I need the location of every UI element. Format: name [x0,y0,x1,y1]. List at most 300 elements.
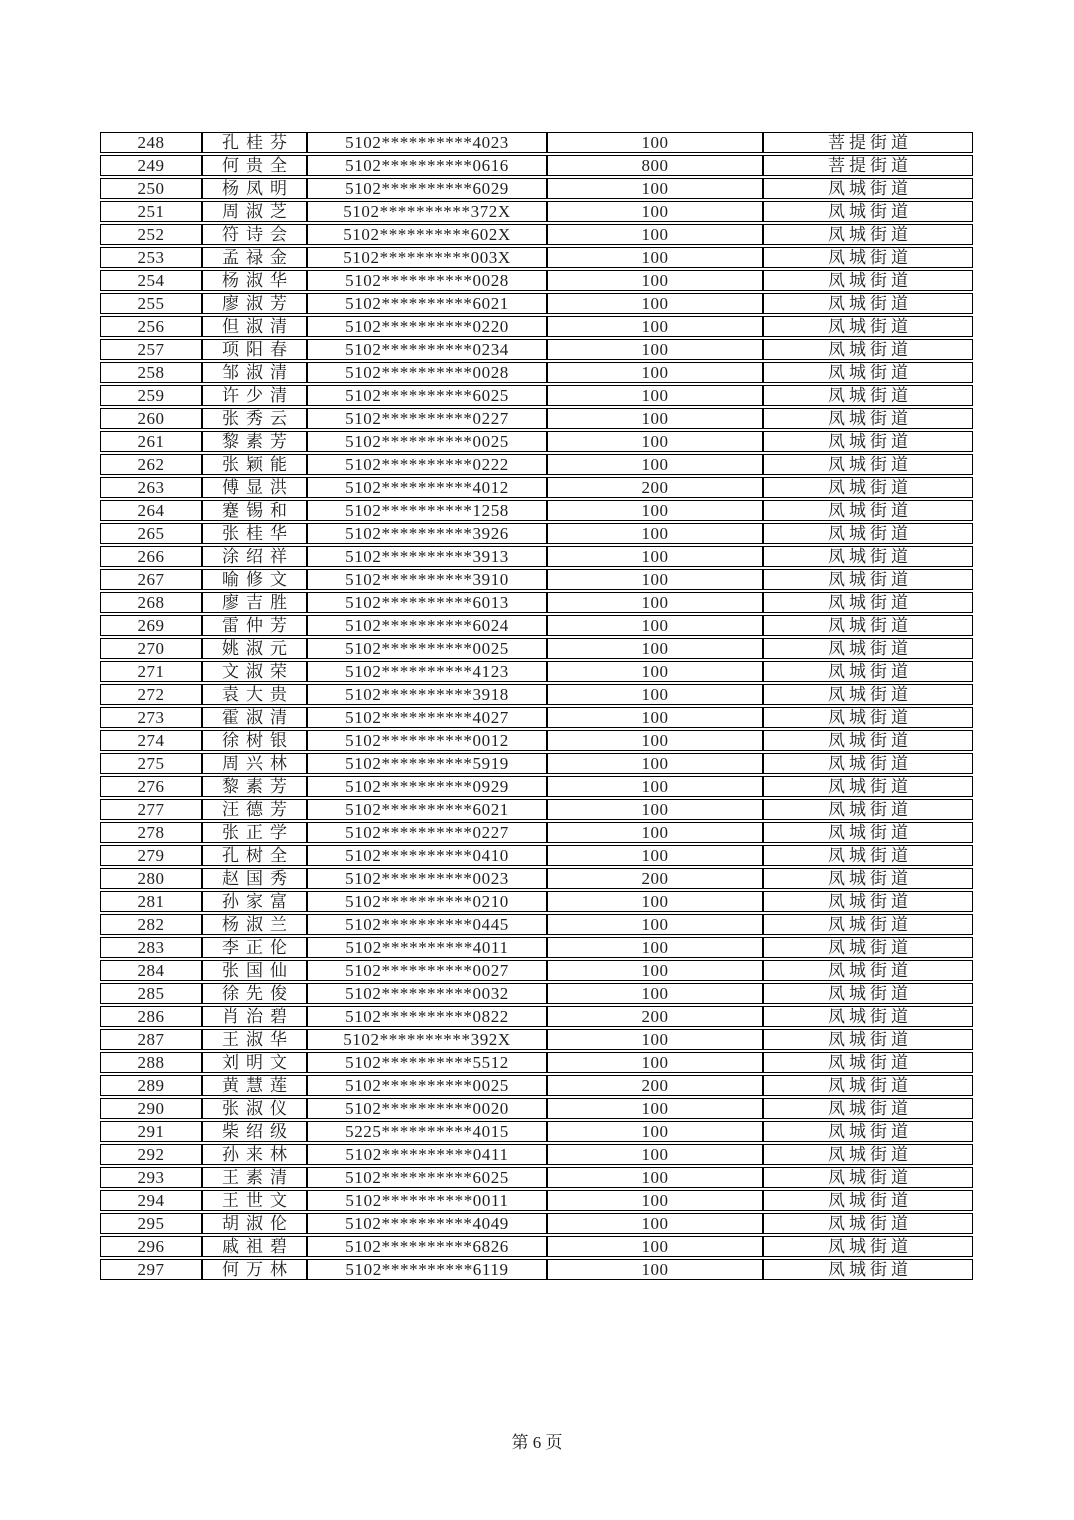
table-row [100,178,973,199]
cell-amount: 100 [547,201,763,222]
table-row [100,431,973,452]
cell-id-number: 5102**********0025 [307,1075,547,1096]
cell-person-name: 徐树银 [202,730,307,751]
cell-id-number: 5102**********1258 [307,500,547,521]
table-row [100,799,973,820]
table-row [100,408,973,429]
cell-street: 凤城街道 [763,845,973,866]
cell-serial-number: 267 [100,569,202,590]
cell-id-number: 5102**********6029 [307,178,547,199]
cell-id-number: 5102**********4027 [307,707,547,728]
cell-serial-number: 270 [100,638,202,659]
cell-serial-number: 261 [100,431,202,452]
cell-amount: 100 [547,661,763,682]
table-row [100,868,973,889]
cell-serial-number: 249 [100,155,202,176]
cell-street: 凤城街道 [763,638,973,659]
table-row [100,1190,973,1211]
cell-person-name: 赵国秀 [202,868,307,889]
cell-serial-number: 248 [100,132,202,153]
cell-street: 凤城街道 [763,914,973,935]
table-row [100,500,973,521]
cell-amount: 100 [547,454,763,475]
cell-serial-number: 276 [100,776,202,797]
cell-person-name: 杨凤明 [202,178,307,199]
cell-street: 凤城街道 [763,316,973,337]
cell-amount: 100 [547,822,763,843]
cell-amount: 100 [547,1236,763,1257]
cell-street: 菩提街道 [763,132,973,153]
cell-amount: 100 [547,799,763,820]
cell-amount: 100 [547,937,763,958]
cell-street: 凤城街道 [763,339,973,360]
cell-amount: 800 [547,155,763,176]
table-row [100,155,973,176]
cell-person-name: 邹淑清 [202,362,307,383]
cell-street: 凤城街道 [763,615,973,636]
cell-amount: 100 [547,776,763,797]
cell-street: 凤城街道 [763,868,973,889]
table-row [100,1052,973,1073]
cell-serial-number: 253 [100,247,202,268]
cell-person-name: 孙家富 [202,891,307,912]
table-row [100,707,973,728]
table-row [100,822,973,843]
table-row [100,224,973,245]
cell-id-number: 5102**********0012 [307,730,547,751]
cell-id-number: 5102**********3910 [307,569,547,590]
cell-person-name: 但淑清 [202,316,307,337]
table-row [100,339,973,360]
cell-id-number: 5102**********0011 [307,1190,547,1211]
table-row [100,684,973,705]
cell-person-name: 何贵全 [202,155,307,176]
table-row [100,1144,973,1165]
cell-id-number: 5102**********0027 [307,960,547,981]
cell-serial-number: 259 [100,385,202,406]
cell-street: 凤城街道 [763,201,973,222]
cell-amount: 100 [547,1190,763,1211]
cell-person-name: 黄慧莲 [202,1075,307,1096]
cell-serial-number: 254 [100,270,202,291]
cell-person-name: 张秀云 [202,408,307,429]
cell-id-number: 5102**********392X [307,1029,547,1050]
cell-id-number: 5102**********6024 [307,615,547,636]
cell-id-number: 5102**********4023 [307,132,547,153]
cell-person-name: 杨淑兰 [202,914,307,935]
cell-street: 凤城街道 [763,500,973,521]
cell-id-number: 5102**********003X [307,247,547,268]
cell-amount: 100 [547,1144,763,1165]
cell-amount: 100 [547,431,763,452]
cell-street: 凤城街道 [763,1052,973,1073]
cell-person-name: 文淑荣 [202,661,307,682]
cell-serial-number: 277 [100,799,202,820]
table-row [100,1213,973,1234]
cell-amount: 100 [547,523,763,544]
table-row [100,293,973,314]
cell-serial-number: 288 [100,1052,202,1073]
cell-person-name: 王淑华 [202,1029,307,1050]
cell-amount: 100 [547,408,763,429]
cell-person-name: 项阳春 [202,339,307,360]
table-row [100,937,973,958]
table-row [100,914,973,935]
cell-serial-number: 265 [100,523,202,544]
cell-person-name: 何万林 [202,1259,307,1280]
cell-serial-number: 294 [100,1190,202,1211]
cell-serial-number: 291 [100,1121,202,1142]
cell-person-name: 孔树全 [202,845,307,866]
cell-amount: 100 [547,1052,763,1073]
table-row [100,1167,973,1188]
cell-serial-number: 272 [100,684,202,705]
cell-street: 凤城街道 [763,960,973,981]
cell-id-number: 5102**********0929 [307,776,547,797]
cell-person-name: 袁大贵 [202,684,307,705]
cell-serial-number: 275 [100,753,202,774]
cell-serial-number: 263 [100,477,202,498]
roster-table-body [100,132,973,1280]
cell-amount: 100 [547,684,763,705]
cell-id-number: 5102**********5919 [307,753,547,774]
cell-amount: 100 [547,592,763,613]
cell-id-number: 5102**********0032 [307,983,547,1004]
cell-street: 凤城街道 [763,1098,973,1119]
cell-street: 凤城街道 [763,178,973,199]
cell-street: 凤城街道 [763,385,973,406]
page-number: 第 6 页 [511,1433,563,1452]
cell-amount: 100 [547,983,763,1004]
cell-serial-number: 287 [100,1029,202,1050]
cell-person-name: 黎素芳 [202,431,307,452]
cell-serial-number: 256 [100,316,202,337]
table-row [100,730,973,751]
cell-person-name: 符诗会 [202,224,307,245]
cell-person-name: 肖治碧 [202,1006,307,1027]
cell-street: 凤城街道 [763,1190,973,1211]
cell-amount: 100 [547,270,763,291]
cell-id-number: 5102**********5512 [307,1052,547,1073]
cell-id-number: 5102**********4011 [307,937,547,958]
cell-id-number: 5102**********0227 [307,408,547,429]
cell-id-number: 5102**********6119 [307,1259,547,1280]
cell-serial-number: 279 [100,845,202,866]
table-row [100,891,973,912]
table-row [100,1029,973,1050]
cell-serial-number: 289 [100,1075,202,1096]
cell-person-name: 张桂华 [202,523,307,544]
table-row [100,385,973,406]
cell-street: 凤城街道 [763,730,973,751]
cell-serial-number: 266 [100,546,202,567]
cell-amount: 100 [547,638,763,659]
cell-street: 凤城街道 [763,983,973,1004]
cell-street: 凤城街道 [763,684,973,705]
cell-street: 凤城街道 [763,270,973,291]
cell-id-number: 5102**********4123 [307,661,547,682]
cell-person-name: 姚淑元 [202,638,307,659]
cell-serial-number: 271 [100,661,202,682]
cell-id-number: 5102**********602X [307,224,547,245]
cell-amount: 100 [547,293,763,314]
cell-street: 凤城街道 [763,753,973,774]
cell-amount: 100 [547,1098,763,1119]
cell-person-name: 徐先俊 [202,983,307,1004]
cell-id-number: 5102**********6013 [307,592,547,613]
cell-serial-number: 290 [100,1098,202,1119]
cell-serial-number: 262 [100,454,202,475]
cell-street: 凤城街道 [763,1075,973,1096]
cell-serial-number: 278 [100,822,202,843]
cell-amount: 100 [547,960,763,981]
cell-id-number: 5102**********372X [307,201,547,222]
cell-person-name: 张颖能 [202,454,307,475]
table-row [100,454,973,475]
cell-amount: 200 [547,477,763,498]
cell-street: 凤城街道 [763,707,973,728]
cell-person-name: 傅显洪 [202,477,307,498]
cell-serial-number: 286 [100,1006,202,1027]
cell-street: 凤城街道 [763,592,973,613]
cell-street: 凤城街道 [763,1167,973,1188]
cell-person-name: 张正学 [202,822,307,843]
cell-amount: 100 [547,707,763,728]
cell-serial-number: 257 [100,339,202,360]
cell-amount: 100 [547,914,763,935]
cell-street: 凤城街道 [763,293,973,314]
cell-amount: 100 [547,569,763,590]
cell-street: 凤城街道 [763,247,973,268]
table-row [100,1075,973,1096]
cell-person-name: 张国仙 [202,960,307,981]
table-row [100,753,973,774]
cell-person-name: 张淑仪 [202,1098,307,1119]
cell-amount: 100 [547,362,763,383]
cell-person-name: 李正伦 [202,937,307,958]
cell-serial-number: 281 [100,891,202,912]
cell-street: 凤城街道 [763,454,973,475]
cell-amount: 100 [547,1167,763,1188]
cell-street: 凤城街道 [763,1236,973,1257]
table-row [100,960,973,981]
cell-amount: 100 [547,178,763,199]
cell-serial-number: 268 [100,592,202,613]
cell-id-number: 5102**********0227 [307,822,547,843]
cell-serial-number: 283 [100,937,202,958]
cell-person-name: 孔桂芬 [202,132,307,153]
cell-amount: 100 [547,730,763,751]
cell-id-number: 5102**********3918 [307,684,547,705]
cell-serial-number: 260 [100,408,202,429]
cell-street: 凤城街道 [763,1029,973,1050]
cell-street: 凤城街道 [763,799,973,820]
cell-amount: 100 [547,891,763,912]
cell-amount: 100 [547,1121,763,1142]
cell-amount: 100 [547,546,763,567]
table-row [100,1006,973,1027]
cell-person-name: 杨淑华 [202,270,307,291]
cell-amount: 100 [547,615,763,636]
cell-serial-number: 273 [100,707,202,728]
table-row [100,270,973,291]
cell-person-name: 黎素芳 [202,776,307,797]
table-row [100,132,973,153]
cell-person-name: 周淑芝 [202,201,307,222]
cell-serial-number: 282 [100,914,202,935]
cell-serial-number: 251 [100,201,202,222]
cell-serial-number: 274 [100,730,202,751]
cell-id-number: 5102**********0028 [307,362,547,383]
table-row [100,362,973,383]
cell-serial-number: 255 [100,293,202,314]
cell-street: 凤城街道 [763,408,973,429]
table-row [100,1121,973,1142]
cell-street: 凤城街道 [763,1259,973,1280]
cell-street: 凤城街道 [763,1213,973,1234]
cell-street: 凤城街道 [763,523,973,544]
cell-id-number: 5102**********0220 [307,316,547,337]
table-row [100,201,973,222]
cell-amount: 200 [547,1006,763,1027]
cell-street: 凤城街道 [763,891,973,912]
cell-amount: 100 [547,385,763,406]
cell-serial-number: 296 [100,1236,202,1257]
cell-id-number: 5102**********0222 [307,454,547,475]
cell-street: 凤城街道 [763,1144,973,1165]
cell-id-number: 5102**********3926 [307,523,547,544]
cell-amount: 100 [547,1213,763,1234]
cell-amount: 100 [547,316,763,337]
cell-serial-number: 292 [100,1144,202,1165]
cell-id-number: 5102**********0445 [307,914,547,935]
cell-id-number: 5102**********0020 [307,1098,547,1119]
cell-street: 凤城街道 [763,362,973,383]
table-row [100,1236,973,1257]
cell-person-name: 霍淑清 [202,707,307,728]
cell-street: 凤城街道 [763,1121,973,1142]
cell-person-name: 刘明文 [202,1052,307,1073]
cell-street: 凤城街道 [763,569,973,590]
table-row [100,569,973,590]
table-row [100,477,973,498]
cell-id-number: 5102**********6021 [307,799,547,820]
cell-id-number: 5102**********0411 [307,1144,547,1165]
cell-street: 凤城街道 [763,661,973,682]
cell-person-name: 廖淑芳 [202,293,307,314]
table-row [100,546,973,567]
cell-amount: 200 [547,1075,763,1096]
table-row [100,1259,973,1280]
cell-person-name: 汪德芳 [202,799,307,820]
table-row [100,523,973,544]
cell-person-name: 柴绍级 [202,1121,307,1142]
table-row [100,638,973,659]
cell-amount: 100 [547,247,763,268]
cell-amount: 100 [547,1029,763,1050]
cell-serial-number: 252 [100,224,202,245]
cell-id-number: 5102**********6025 [307,1167,547,1188]
cell-serial-number: 264 [100,500,202,521]
cell-person-name: 周兴林 [202,753,307,774]
cell-serial-number: 293 [100,1167,202,1188]
cell-street: 菩提街道 [763,155,973,176]
cell-person-name: 蹇锡和 [202,500,307,521]
cell-id-number: 5102**********0023 [307,868,547,889]
cell-id-number: 5102**********4049 [307,1213,547,1234]
cell-serial-number: 285 [100,983,202,1004]
cell-id-number: 5102**********6025 [307,385,547,406]
table-row [100,983,973,1004]
cell-id-number: 5102**********0025 [307,638,547,659]
table-row [100,247,973,268]
cell-person-name: 孟禄金 [202,247,307,268]
cell-id-number: 5102**********6021 [307,293,547,314]
cell-street: 凤城街道 [763,546,973,567]
cell-street: 凤城街道 [763,431,973,452]
cell-id-number: 5102**********0025 [307,431,547,452]
cell-street: 凤城街道 [763,1006,973,1027]
cell-person-name: 王世文 [202,1190,307,1211]
cell-id-number: 5102**********0028 [307,270,547,291]
cell-serial-number: 258 [100,362,202,383]
cell-id-number: 5102**********6826 [307,1236,547,1257]
cell-amount: 100 [547,132,763,153]
cell-id-number: 5102**********4012 [307,477,547,498]
cell-person-name: 胡淑伦 [202,1213,307,1234]
cell-amount: 100 [547,1259,763,1280]
cell-street: 凤城街道 [763,776,973,797]
cell-amount: 100 [547,845,763,866]
table-row [100,1098,973,1119]
cell-person-name: 廖吉胜 [202,592,307,613]
cell-serial-number: 280 [100,868,202,889]
cell-amount: 200 [547,868,763,889]
cell-id-number: 5102**********0410 [307,845,547,866]
roster-table [100,130,973,1282]
cell-id-number: 5102**********0234 [307,339,547,360]
cell-amount: 100 [547,339,763,360]
cell-id-number: 5102**********3913 [307,546,547,567]
cell-person-name: 许少清 [202,385,307,406]
cell-person-name: 王素清 [202,1167,307,1188]
cell-street: 凤城街道 [763,224,973,245]
cell-id-number: 5102**********0210 [307,891,547,912]
cell-person-name: 涂绍祥 [202,546,307,567]
cell-serial-number: 284 [100,960,202,981]
cell-street: 凤城街道 [763,822,973,843]
cell-street: 凤城街道 [763,477,973,498]
cell-person-name: 戚祖碧 [202,1236,307,1257]
cell-amount: 100 [547,500,763,521]
table-row [100,776,973,797]
cell-amount: 100 [547,753,763,774]
cell-street: 凤城街道 [763,937,973,958]
cell-serial-number: 250 [100,178,202,199]
cell-serial-number: 297 [100,1259,202,1280]
cell-id-number: 5102**********0822 [307,1006,547,1027]
cell-person-name: 喻修文 [202,569,307,590]
table-row [100,845,973,866]
cell-id-number: 5225**********4015 [307,1121,547,1142]
table-row [100,615,973,636]
table-row [100,316,973,337]
cell-serial-number: 269 [100,615,202,636]
cell-person-name: 雷仲芳 [202,615,307,636]
cell-id-number: 5102**********0616 [307,155,547,176]
cell-serial-number: 295 [100,1213,202,1234]
cell-amount: 100 [547,224,763,245]
